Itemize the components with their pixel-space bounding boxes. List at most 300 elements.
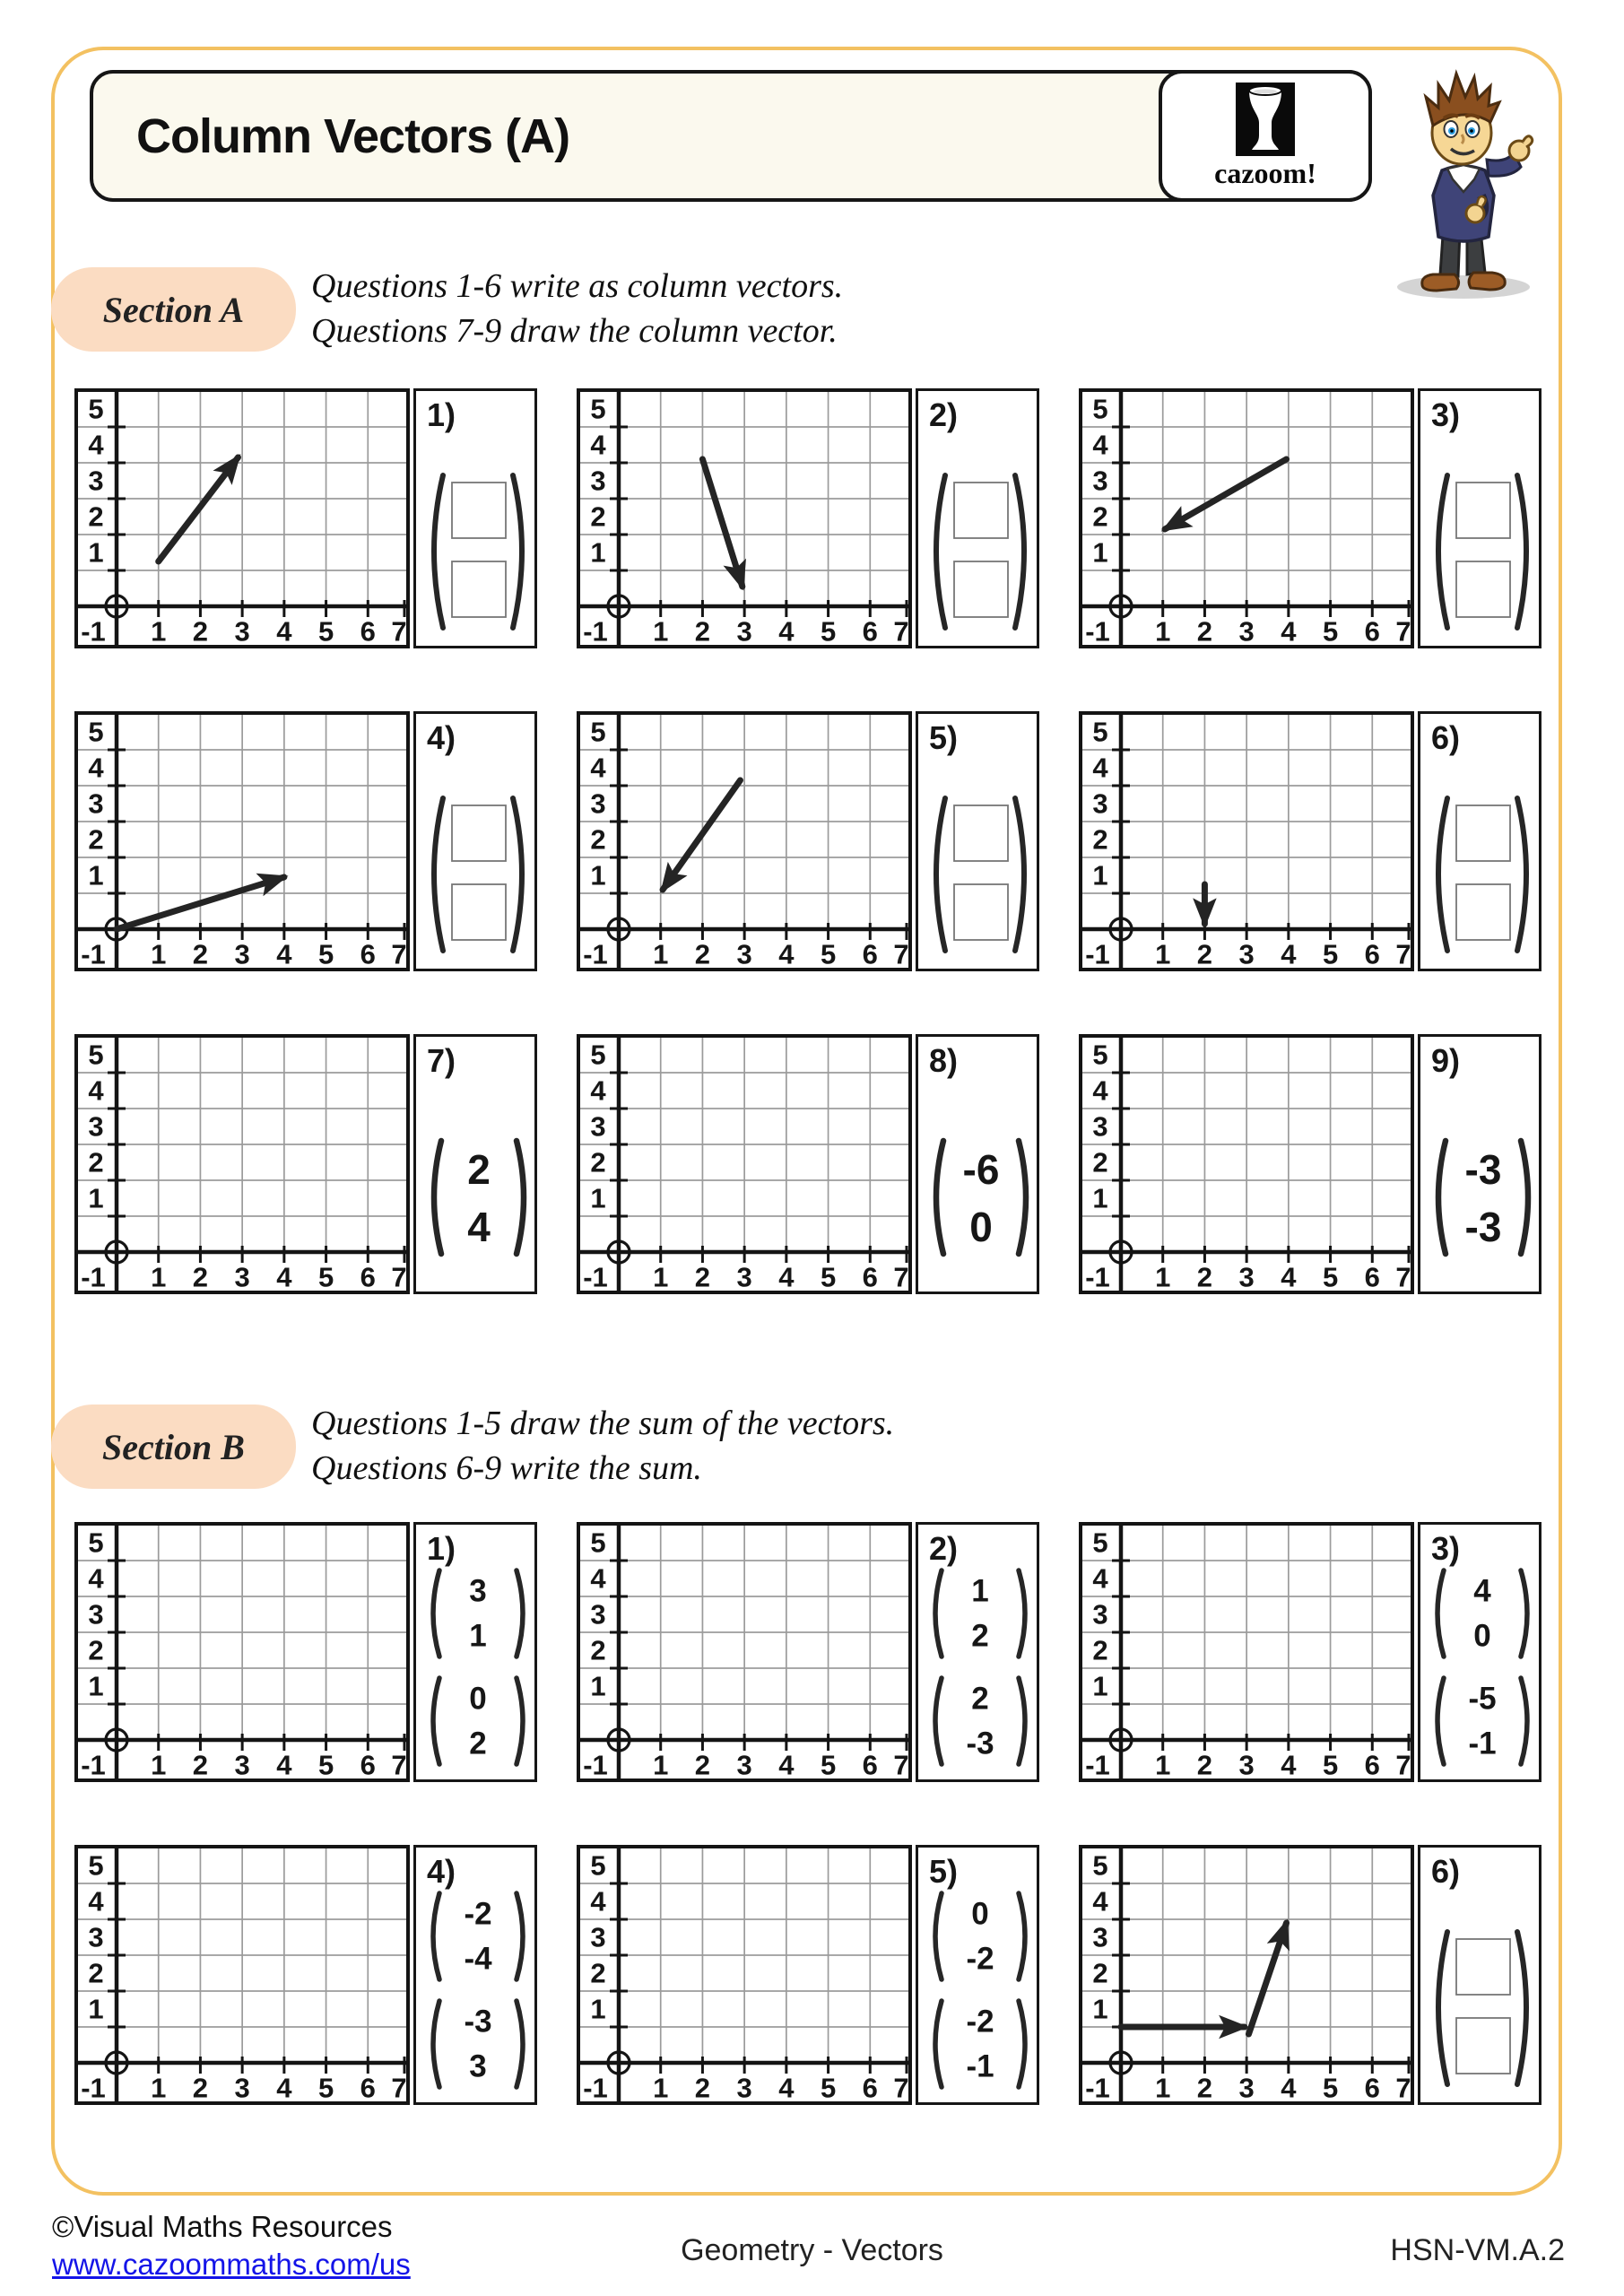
answer-area — [1418, 1034, 1541, 1294]
svg-text:3: 3 — [590, 1598, 606, 1631]
svg-text:1: 1 — [1092, 1993, 1108, 2025]
svg-text:-4: -4 — [464, 1941, 492, 1977]
svg-text:2: 2 — [88, 500, 104, 533]
svg-text:5: 5 — [590, 716, 606, 748]
svg-text:2: 2 — [467, 1146, 491, 1193]
svg-text:5: 5 — [820, 2072, 837, 2104]
answer-box-y[interactable] — [1456, 2018, 1510, 2074]
svg-text:6: 6 — [360, 938, 376, 970]
vector-pair-values — [423, 1891, 533, 2090]
svg-text:4: 4 — [1092, 1885, 1108, 1918]
svg-text:6: 6 — [360, 2072, 376, 2104]
empty-answer-brackets — [1428, 1926, 1537, 2090]
svg-text:6: 6 — [360, 615, 376, 648]
svg-text:3: 3 — [1238, 938, 1255, 970]
answer-area — [413, 388, 537, 648]
question-number: 7) — [427, 1042, 456, 1079]
svg-text:5: 5 — [1092, 393, 1108, 425]
question-number: 6) — [1431, 719, 1461, 756]
answer-area — [1418, 1522, 1541, 1782]
svg-text:2: 2 — [694, 2072, 711, 2104]
svg-text:4: 4 — [778, 1261, 795, 1293]
coordinate-grid — [74, 1845, 410, 2105]
svg-text:4: 4 — [276, 615, 292, 648]
svg-text:7: 7 — [893, 938, 909, 970]
svg-text:2: 2 — [694, 615, 711, 648]
svg-text:2: 2 — [971, 1681, 989, 1717]
svg-text:-1: -1 — [966, 2048, 994, 2084]
svg-text:6: 6 — [862, 938, 878, 970]
question-panel-b-5 — [577, 1845, 1039, 2105]
website-link[interactable]: www.cazoommaths.com/us — [52, 2248, 411, 2281]
svg-text:-1: -1 — [1085, 938, 1110, 970]
question-number: 1) — [427, 1530, 456, 1567]
svg-text:2: 2 — [1196, 1749, 1213, 1781]
svg-text:-1: -1 — [583, 2072, 608, 2104]
svg-text:1: 1 — [1092, 1670, 1108, 1702]
svg-text:5: 5 — [1322, 938, 1339, 970]
svg-text:-1: -1 — [583, 1749, 608, 1781]
question-number: 1) — [427, 396, 456, 433]
svg-text:3: 3 — [1238, 1749, 1255, 1781]
svg-text:4: 4 — [88, 1562, 104, 1595]
question-panel-b-1 — [74, 1522, 537, 1782]
svg-text:2: 2 — [192, 1749, 209, 1781]
answer-area — [413, 1522, 537, 1782]
section-b-instruction-line-2: Questions 6-9 write the sum. — [311, 1449, 702, 1487]
svg-text:1: 1 — [971, 1573, 989, 1609]
column-vector-value — [433, 1893, 523, 1979]
svg-text:3: 3 — [1092, 787, 1108, 820]
answer-box-y[interactable] — [452, 884, 506, 940]
svg-text:7: 7 — [893, 615, 909, 648]
question-panel-b-6 — [1079, 1845, 1541, 2105]
svg-text:4: 4 — [590, 1562, 606, 1595]
svg-text:2: 2 — [694, 938, 711, 970]
svg-text:0: 0 — [971, 1896, 989, 1932]
svg-text:5: 5 — [590, 1526, 606, 1559]
coordinate-grid — [1079, 1522, 1414, 1782]
question-number: 9) — [1431, 1042, 1461, 1079]
svg-text:4: 4 — [1092, 1562, 1108, 1595]
svg-text:1: 1 — [653, 1749, 669, 1781]
svg-text:4: 4 — [1281, 1749, 1297, 1781]
svg-text:7: 7 — [1395, 1261, 1411, 1293]
empty-answer-brackets — [423, 793, 533, 956]
svg-text:2: 2 — [590, 1957, 606, 1989]
svg-text:5: 5 — [820, 938, 837, 970]
svg-text:5: 5 — [1322, 2072, 1339, 2104]
svg-text:2: 2 — [192, 938, 209, 970]
svg-text:2: 2 — [1092, 823, 1108, 856]
svg-text:7: 7 — [391, 1261, 407, 1293]
question-panel-b-3 — [1079, 1522, 1541, 1782]
svg-text:-3: -3 — [1464, 1204, 1502, 1250]
svg-text:1: 1 — [590, 1670, 606, 1702]
svg-text:-1: -1 — [81, 1261, 106, 1293]
svg-text:-2: -2 — [966, 2004, 994, 2039]
svg-text:6: 6 — [1364, 2072, 1380, 2104]
svg-text:5: 5 — [317, 2072, 334, 2104]
svg-text:2: 2 — [694, 1749, 711, 1781]
vector-pair-values — [1428, 1568, 1537, 1767]
svg-text:2: 2 — [469, 1726, 487, 1761]
svg-text:4: 4 — [778, 938, 795, 970]
coordinate-grid — [577, 1034, 912, 1294]
answer-box-y[interactable] — [954, 884, 1008, 940]
question-panel-a-6 — [1079, 711, 1541, 971]
svg-text:2: 2 — [1196, 615, 1213, 648]
column-vector-value — [935, 1893, 1025, 1979]
svg-text:0: 0 — [969, 1204, 993, 1250]
svg-text:2: 2 — [192, 2072, 209, 2104]
svg-text:3: 3 — [1238, 2072, 1255, 2104]
answer-area — [916, 1522, 1039, 1782]
svg-text:5: 5 — [1092, 1526, 1108, 1559]
svg-text:-1: -1 — [583, 1261, 608, 1293]
question-number: 2) — [929, 396, 959, 433]
answer-box-y[interactable] — [954, 561, 1008, 617]
question-panel-a-7 — [74, 1034, 537, 1294]
coordinate-grid — [74, 711, 410, 971]
svg-text:-1: -1 — [81, 1749, 106, 1781]
svg-text:-6: -6 — [962, 1146, 1000, 1193]
empty-answer-brackets — [423, 470, 533, 633]
footer-standard-code: HSN-VM.A.2 — [1390, 2233, 1565, 2267]
coordinate-grid — [74, 388, 410, 648]
coordinate-grid — [74, 1034, 410, 1294]
svg-text:3: 3 — [1238, 615, 1255, 648]
svg-text:2: 2 — [1092, 500, 1108, 533]
svg-text:4: 4 — [1281, 2072, 1297, 2104]
svg-text:1: 1 — [653, 938, 669, 970]
svg-text:2: 2 — [88, 1146, 104, 1178]
svg-text:6: 6 — [1364, 615, 1380, 648]
svg-text:1: 1 — [590, 536, 606, 569]
svg-text:1: 1 — [1092, 1182, 1108, 1214]
svg-text:1: 1 — [1155, 938, 1171, 970]
svg-text:2: 2 — [694, 1261, 711, 1293]
answer-area — [916, 711, 1039, 971]
svg-text:6: 6 — [360, 1749, 376, 1781]
answer-box-y[interactable] — [1456, 884, 1510, 940]
svg-text:4: 4 — [1092, 1074, 1108, 1107]
svg-text:1: 1 — [469, 1618, 487, 1654]
svg-text:4: 4 — [1473, 1573, 1491, 1609]
svg-text:5: 5 — [88, 716, 104, 748]
svg-text:2: 2 — [88, 1634, 104, 1666]
question-panel-b-4 — [74, 1845, 537, 2105]
svg-text:4: 4 — [778, 2072, 795, 2104]
answer-area — [1418, 1845, 1541, 2105]
svg-text:1: 1 — [653, 2072, 669, 2104]
svg-text:5: 5 — [820, 615, 837, 648]
answer-area — [413, 711, 537, 971]
svg-text:5: 5 — [590, 1849, 606, 1882]
svg-text:-1: -1 — [583, 938, 608, 970]
svg-text:4: 4 — [88, 429, 104, 461]
coordinate-grid — [1079, 1034, 1414, 1294]
svg-text:5: 5 — [820, 1261, 837, 1293]
svg-text:-1: -1 — [1085, 615, 1110, 648]
svg-text:1: 1 — [590, 1993, 606, 2025]
svg-text:4: 4 — [1281, 615, 1297, 648]
svg-text:3: 3 — [234, 938, 250, 970]
svg-text:3: 3 — [736, 615, 752, 648]
section-a-label: Section A — [51, 267, 296, 352]
svg-text:3: 3 — [590, 787, 606, 820]
cazoom-goblet-icon — [1236, 83, 1295, 156]
svg-text:3: 3 — [88, 1598, 104, 1631]
svg-text:-3: -3 — [1464, 1146, 1502, 1193]
question-number: 3) — [1431, 1530, 1461, 1567]
coordinate-grid — [577, 1845, 912, 2105]
answer-box-y[interactable] — [1456, 561, 1510, 617]
svg-text:1: 1 — [88, 1182, 104, 1214]
svg-text:0: 0 — [469, 1681, 487, 1717]
footer-topic: Geometry - Vectors — [681, 2233, 943, 2267]
svg-text:2: 2 — [1196, 2072, 1213, 2104]
svg-text:7: 7 — [1395, 2072, 1411, 2104]
vector-pair-values — [925, 1568, 1035, 1767]
svg-text:7: 7 — [1395, 615, 1411, 648]
svg-text:3: 3 — [736, 938, 752, 970]
cazoom-logo-text: cazoom! — [1214, 156, 1316, 189]
answer-box-x[interactable] — [1456, 483, 1510, 538]
svg-text:2: 2 — [590, 500, 606, 533]
header — [90, 70, 1372, 202]
column-vector-value — [423, 1137, 534, 1257]
svg-text:-1: -1 — [1468, 1726, 1497, 1761]
svg-text:2: 2 — [971, 1618, 989, 1654]
answer-box-y[interactable] — [452, 561, 506, 617]
svg-text:-1: -1 — [81, 2072, 106, 2104]
svg-text:2: 2 — [590, 823, 606, 856]
svg-text:3: 3 — [590, 1921, 606, 1953]
answer-box-x[interactable] — [452, 483, 506, 538]
coordinate-grid — [577, 388, 912, 648]
svg-text:4: 4 — [1281, 1261, 1297, 1293]
answer-area — [916, 388, 1039, 648]
svg-text:1: 1 — [1092, 536, 1108, 569]
svg-text:5: 5 — [590, 393, 606, 425]
svg-text:-1: -1 — [1085, 1749, 1110, 1781]
question-panel-a-8 — [577, 1034, 1039, 1294]
svg-text:1: 1 — [1155, 615, 1171, 648]
svg-text:5: 5 — [1322, 1261, 1339, 1293]
section-a-instruction-line-2: Questions 7-9 draw the column vector. — [311, 312, 838, 350]
svg-text:3: 3 — [88, 1921, 104, 1953]
svg-text:3: 3 — [88, 1110, 104, 1143]
svg-text:4: 4 — [88, 752, 104, 784]
svg-text:5: 5 — [317, 615, 334, 648]
svg-text:6: 6 — [1364, 938, 1380, 970]
column-vector-value — [1437, 1678, 1527, 1764]
svg-text:1: 1 — [653, 1261, 669, 1293]
svg-text:1: 1 — [88, 1670, 104, 1702]
svg-text:5: 5 — [1092, 1039, 1108, 1071]
svg-text:7: 7 — [1395, 938, 1411, 970]
svg-text:2: 2 — [192, 615, 209, 648]
svg-text:1: 1 — [1155, 2072, 1171, 2104]
column-vector-value — [1437, 1570, 1527, 1657]
svg-text:5: 5 — [88, 393, 104, 425]
section-b-instruction-line-1: Questions 1-5 draw the sum of the vectors. — [311, 1405, 895, 1442]
question-number: 5) — [929, 719, 959, 756]
svg-text:5: 5 — [317, 1261, 334, 1293]
svg-text:-5: -5 — [1468, 1681, 1497, 1717]
svg-text:6: 6 — [862, 615, 878, 648]
question-panel-a-1 — [74, 388, 537, 648]
svg-text:4: 4 — [778, 1749, 795, 1781]
svg-text:3: 3 — [88, 465, 104, 497]
svg-text:6: 6 — [1364, 1261, 1380, 1293]
svg-text:7: 7 — [391, 938, 407, 970]
svg-text:1: 1 — [1092, 859, 1108, 891]
svg-text:1: 1 — [151, 615, 167, 648]
svg-text:-3: -3 — [464, 2004, 492, 2039]
svg-text:4: 4 — [778, 615, 795, 648]
svg-text:1: 1 — [88, 859, 104, 891]
answer-area — [1418, 711, 1541, 971]
question-panel-a-9 — [1079, 1034, 1541, 1294]
svg-text:-1: -1 — [1085, 2072, 1110, 2104]
svg-text:3: 3 — [469, 1573, 487, 1609]
svg-text:-1: -1 — [1085, 1261, 1110, 1293]
svg-text:2: 2 — [1196, 938, 1213, 970]
svg-text:4: 4 — [1092, 429, 1108, 461]
svg-text:4: 4 — [590, 1885, 606, 1918]
coordinate-grid — [1079, 388, 1414, 648]
empty-answer-brackets — [1428, 793, 1537, 956]
svg-text:1: 1 — [653, 615, 669, 648]
svg-text:2: 2 — [590, 1634, 606, 1666]
svg-text:3: 3 — [590, 465, 606, 497]
answer-area — [916, 1845, 1039, 2105]
coordinate-grid — [577, 711, 912, 971]
column-vector-value — [935, 1678, 1025, 1764]
svg-text:4: 4 — [590, 429, 606, 461]
svg-text:5: 5 — [1322, 615, 1339, 648]
column-vector-value — [433, 2001, 523, 2087]
section-b-label: Section B — [51, 1405, 296, 1489]
column-vector-value — [433, 1678, 523, 1764]
svg-text:0: 0 — [1473, 1618, 1491, 1654]
svg-text:3: 3 — [1238, 1261, 1255, 1293]
answer-area — [916, 1034, 1039, 1294]
cartoon-boy-illustration — [1388, 61, 1539, 303]
empty-answer-brackets — [925, 793, 1035, 956]
svg-text:2: 2 — [1196, 1261, 1213, 1293]
svg-text:3: 3 — [88, 787, 104, 820]
svg-text:5: 5 — [88, 1849, 104, 1882]
question-panel-b-2 — [577, 1522, 1039, 1782]
answer-area — [413, 1845, 537, 2105]
svg-text:3: 3 — [1092, 1110, 1108, 1143]
answer-box-x[interactable] — [954, 483, 1008, 538]
svg-text:4: 4 — [88, 1074, 104, 1107]
svg-text:5: 5 — [1092, 716, 1108, 748]
coordinate-grid — [1079, 1845, 1414, 2105]
svg-text:1: 1 — [151, 2072, 167, 2104]
svg-text:7: 7 — [893, 1749, 909, 1781]
section-a-instructions — [311, 264, 843, 353]
svg-text:1: 1 — [1155, 1749, 1171, 1781]
question-panel-a-5 — [577, 711, 1039, 971]
vector-pair-values — [925, 1891, 1035, 2090]
svg-text:3: 3 — [1092, 465, 1108, 497]
svg-text:2: 2 — [1092, 1957, 1108, 1989]
empty-answer-brackets — [925, 470, 1035, 633]
answer-box-x[interactable] — [452, 805, 506, 861]
svg-text:5: 5 — [88, 1526, 104, 1559]
svg-text:3: 3 — [234, 1261, 250, 1293]
svg-text:1: 1 — [88, 1993, 104, 2025]
coordinate-grid — [1079, 711, 1414, 971]
question-number: 6) — [1431, 1853, 1461, 1890]
question-panel-a-3 — [1079, 388, 1541, 648]
svg-text:-3: -3 — [966, 1726, 994, 1761]
svg-text:3: 3 — [1092, 1921, 1108, 1953]
empty-answer-brackets — [1428, 470, 1537, 633]
svg-text:5: 5 — [1092, 1849, 1108, 1882]
section-a-instruction-line-1: Questions 1-6 write as column vectors. — [311, 267, 844, 305]
column-vector-value — [1428, 1137, 1539, 1257]
svg-text:6: 6 — [862, 1749, 878, 1781]
svg-text:1: 1 — [151, 1261, 167, 1293]
cazoom-logo — [1159, 70, 1372, 202]
answer-box-x[interactable] — [1456, 1939, 1510, 1995]
column-vector-value — [935, 1570, 1025, 1657]
svg-text:6: 6 — [862, 2072, 878, 2104]
svg-text:2: 2 — [88, 1957, 104, 1989]
svg-text:5: 5 — [1322, 1749, 1339, 1781]
answer-box-x[interactable] — [954, 805, 1008, 861]
svg-text:2: 2 — [1092, 1634, 1108, 1666]
vector-pair-values — [423, 1568, 533, 1767]
svg-text:4: 4 — [590, 752, 606, 784]
svg-text:2: 2 — [590, 1146, 606, 1178]
svg-text:5: 5 — [88, 1039, 104, 1071]
svg-text:-2: -2 — [966, 1941, 994, 1977]
svg-text:-2: -2 — [464, 1896, 492, 1932]
svg-text:7: 7 — [391, 615, 407, 648]
svg-text:5: 5 — [590, 1039, 606, 1071]
svg-text:2: 2 — [192, 1261, 209, 1293]
svg-text:2: 2 — [1092, 1146, 1108, 1178]
question-panel-a-4 — [74, 711, 537, 971]
svg-text:1: 1 — [590, 1182, 606, 1214]
svg-text:2: 2 — [88, 823, 104, 856]
svg-text:1: 1 — [151, 1749, 167, 1781]
svg-text:5: 5 — [317, 1749, 334, 1781]
svg-text:5: 5 — [820, 1749, 837, 1781]
svg-text:7: 7 — [893, 1261, 909, 1293]
answer-box-x[interactable] — [1456, 805, 1510, 861]
svg-text:3: 3 — [736, 1261, 752, 1293]
copyright-text: ©Visual Maths Resources — [52, 2210, 393, 2243]
svg-text:3: 3 — [234, 615, 250, 648]
answer-area — [413, 1034, 537, 1294]
svg-text:5: 5 — [317, 938, 334, 970]
svg-text:7: 7 — [1395, 1749, 1411, 1781]
question-number: 4) — [427, 719, 456, 756]
svg-text:4: 4 — [1092, 752, 1108, 784]
svg-text:3: 3 — [590, 1110, 606, 1143]
svg-text:3: 3 — [1092, 1598, 1108, 1631]
question-number: 3) — [1431, 396, 1461, 433]
question-panel-a-2 — [577, 388, 1039, 648]
